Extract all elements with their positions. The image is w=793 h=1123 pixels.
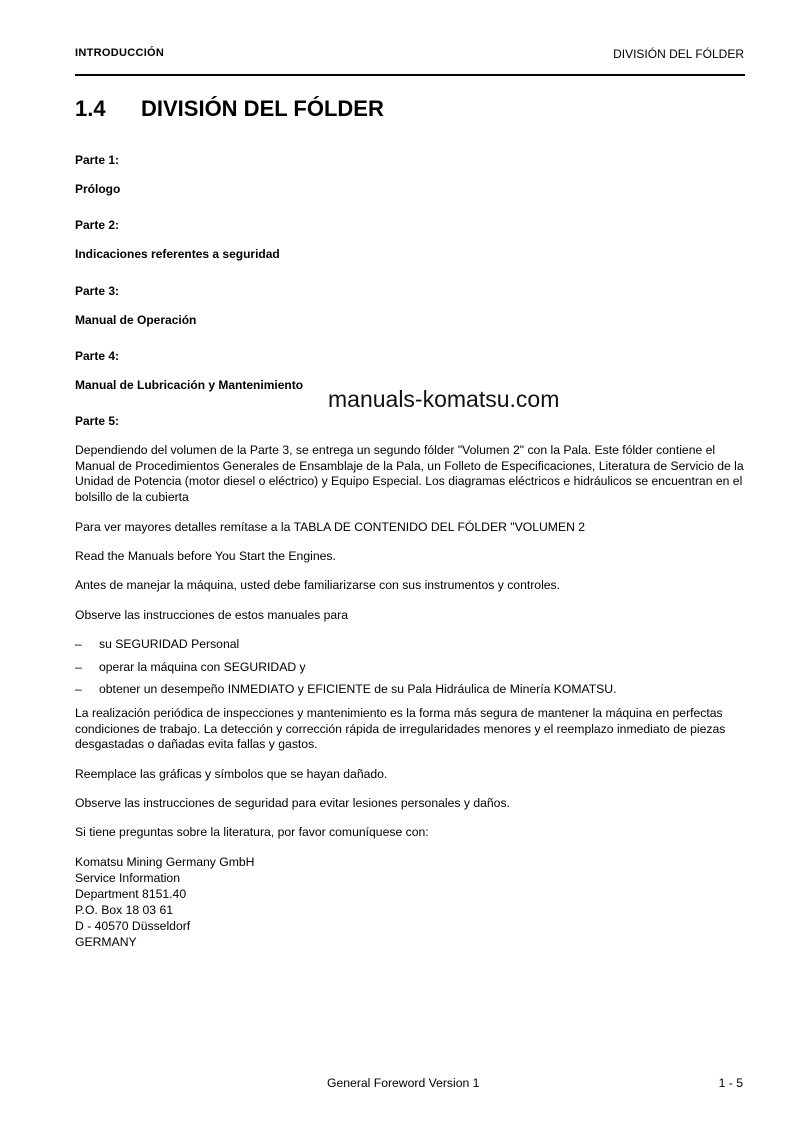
section-title: DIVISIÓN DEL FÓLDER <box>141 96 384 121</box>
part-4-name: Manual de Lubricación y Mantenimiento <box>75 378 304 392</box>
paragraph-periodic: La realización periódica de inspecciones y mantenimiento es la forma más segura de mantener la máquina en perfectas condiciones de trabajo. La detección y corrección rápida de irregularidades menores y el reemplazo inmediato de piezas desgastadas o dañadas evita fallas y gastos. <box>75 706 726 751</box>
address-line: Service Information <box>75 871 180 885</box>
bullet-item: obtener un desempeño INMEDIATO y EFICIENTE de su Pala Hidráulica de Minería KOMATSU. <box>99 682 617 696</box>
bullet-dash: – <box>75 637 82 651</box>
part-3-label: Parte 3: <box>75 284 120 298</box>
part-2-label: Parte 2: <box>75 218 120 232</box>
header-rule <box>75 74 745 76</box>
footer-page-number: 1 - 5 <box>718 1076 743 1090</box>
part-4-label: Parte 4: <box>75 349 120 363</box>
part-1-label: Parte 1: <box>75 153 120 167</box>
watermark: manuals-komatsu.com <box>328 386 560 412</box>
bullet-dash: – <box>75 660 82 674</box>
address-line: D - 40570 Düsseldorf <box>75 919 191 933</box>
paragraph-before: Antes de manejar la máquina, usted debe familiarizarse con sus instrumentos y controles. <box>75 578 561 592</box>
address-line: P.O. Box 18 03 61 <box>75 903 174 917</box>
address-line: Department 8151.40 <box>75 887 187 901</box>
paragraph-safety: Observe las instrucciones de seguridad para evitar lesiones personales y daños. <box>75 796 510 810</box>
contact-address <box>75 854 255 950</box>
part-2-name: Indicaciones referentes a seguridad <box>75 247 280 261</box>
bullet-item: operar la máquina con SEGURIDAD y <box>99 660 306 674</box>
address-line: Komatsu Mining Germany GmbH <box>75 855 255 869</box>
paragraph-replace: Reemplace las gráficas y símbolos que se hayan dañado. <box>75 767 388 781</box>
address-line: GERMANY <box>75 935 137 949</box>
page-title <box>75 96 384 122</box>
paragraph-volume2: Dependiendo del volumen de la Parte 3, se entrega un segundo fólder "Volumen 2" con la Pala. Este fólder contiene el Manual de Procedimientos Generales de Ensamblaje de la Pala, un Folleto de Especificaciones, Literatura de Servicio de la Unidad de Potencia (motor diesel o eléctrico) y Equipo Especial. Los diagramas eléctricos e hidráulicos se encuentran en el bolsillo de la cubierta <box>75 443 744 504</box>
section-number: 1.4 <box>75 96 106 121</box>
part-1-name: Prólogo <box>75 182 121 196</box>
bullet-dash: – <box>75 682 82 696</box>
running-header-section: INTRODUCCIÓN <box>75 47 165 59</box>
part-5-label: Parte 5: <box>75 414 120 428</box>
running-header-topic: DIVISIÓN DEL FÓLDER <box>613 47 744 61</box>
bullet-item: su SEGURIDAD Personal <box>99 637 240 651</box>
paragraph-contact: Si tiene preguntas sobre la literatura, por favor comuníquese con: <box>75 825 429 839</box>
part-3-name: Manual de Operación <box>75 313 197 327</box>
footer-document-title: General Foreword Version 1 <box>327 1076 480 1090</box>
paragraph-details: Para ver mayores detalles remítase a la TABLA DE CONTENIDO DEL FÓLDER "VOLUMEN 2 <box>75 520 586 534</box>
paragraph-observe: Observe las instrucciones de estos manuales para <box>75 608 349 622</box>
paragraph-read: Read the Manuals before You Start the Engines. <box>75 549 336 563</box>
